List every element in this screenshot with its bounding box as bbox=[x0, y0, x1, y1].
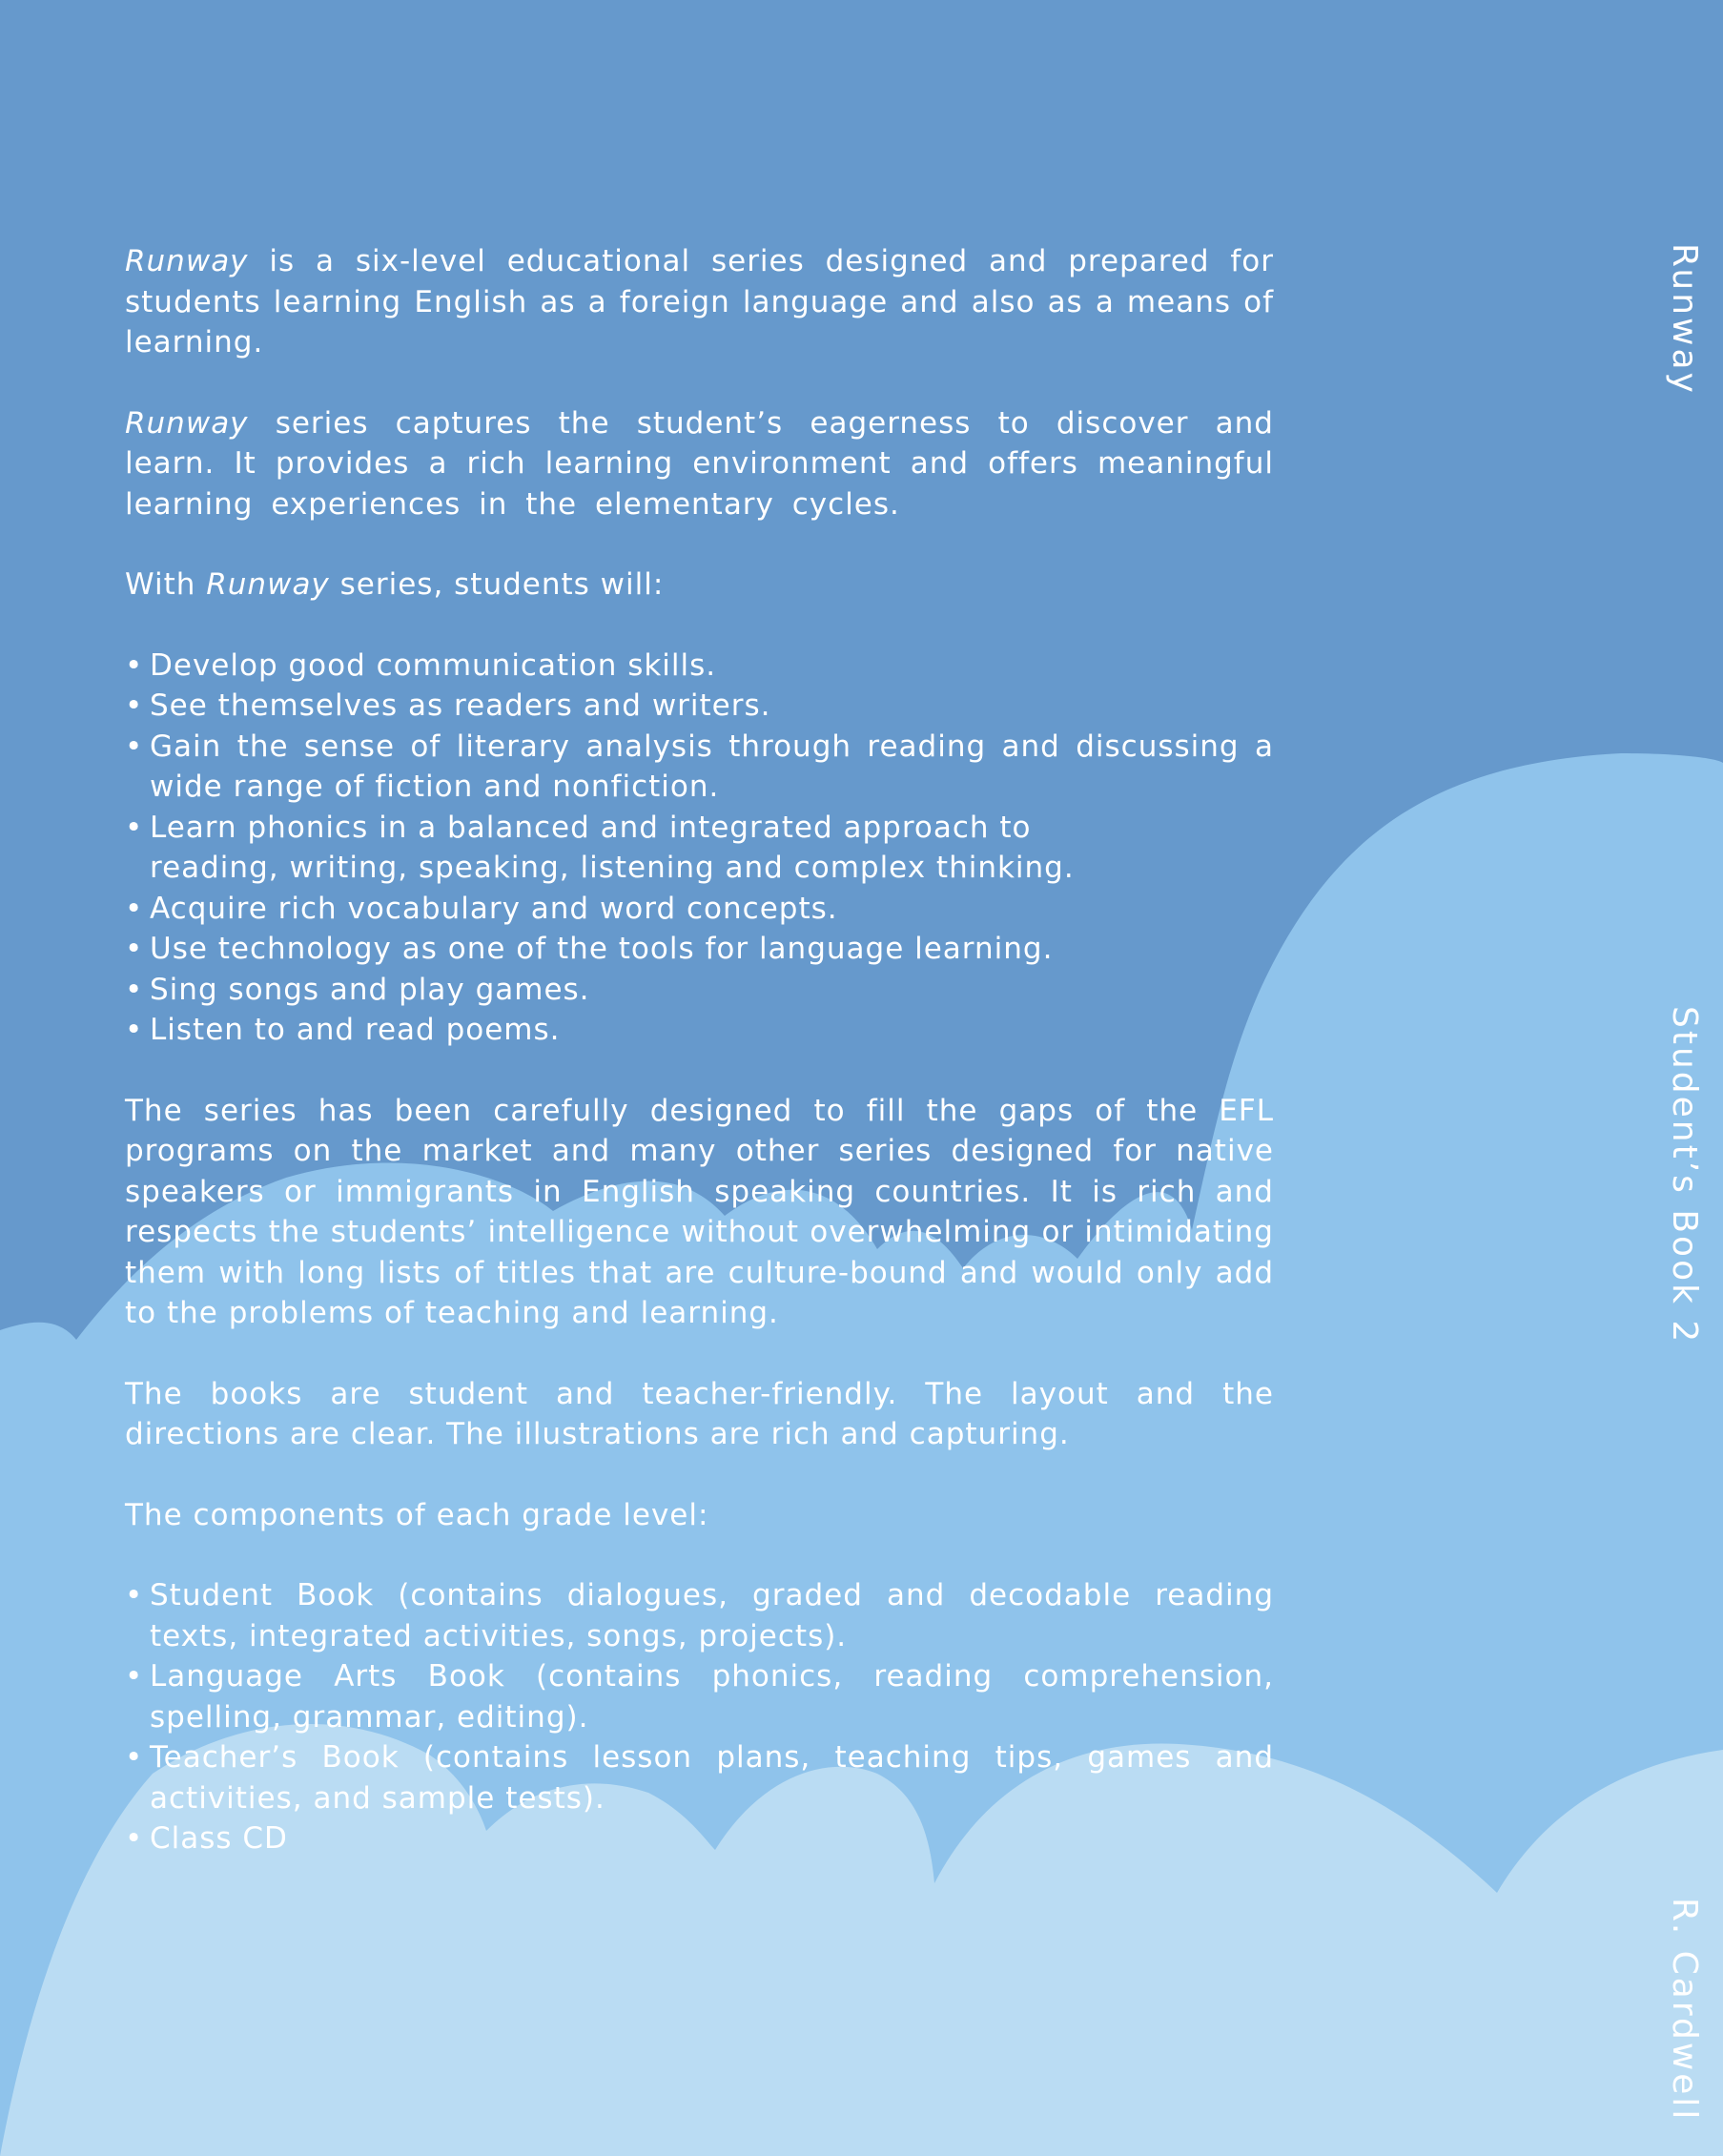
list-item: • Gain the sense of literary analysis through reading and discussing a wide range of fiction and nonfiction. bbox=[125, 727, 1274, 808]
outcomes-intro-suffix: series, students will: bbox=[329, 567, 665, 602]
series-name: Runway bbox=[206, 567, 330, 602]
components-list bbox=[125, 1575, 1274, 1859]
list-item: • Develop good communication skills. bbox=[125, 646, 1274, 687]
list-item: • Learn phonics in a balanced and integrated approach to reading, writing, speaking, listening and complex thinking. bbox=[125, 808, 1160, 889]
series-name: Runway bbox=[125, 405, 249, 441]
outcomes-intro-prefix: With bbox=[125, 567, 207, 602]
intro-paragraph bbox=[125, 241, 1274, 363]
list-item: • Teacher’s Book (contains lesson plans, teaching tips, games and activities, and sample tests). bbox=[125, 1737, 1274, 1818]
intro-text: is a six-level educational series designed and prepared for students learning English as a foreign language and also as a means of learning. bbox=[125, 244, 1274, 359]
spine-book-title: Student’s Book 2 bbox=[1665, 1006, 1704, 1345]
list-item: • Class CD bbox=[125, 1818, 1274, 1859]
eagerness-paragraph bbox=[125, 403, 1274, 525]
components-heading: The components of each grade level: bbox=[125, 1497, 709, 1532]
list-item: • Student Book (contains dialogues, graded and decodable reading texts, integrated activities, songs, projects). bbox=[125, 1575, 1274, 1656]
eagerness-text: series captures the student’s eagerness to discover and learn. It provides a rich learning environment and offers meaningful learning experiences in the elementary cycles. bbox=[125, 405, 1274, 522]
books-paragraph: The books are student and teacher-friendly. The layout and the directions are clear. The illustrations are rich and capturing. bbox=[125, 1376, 1274, 1451]
list-item: • Language Arts Book (contains phonics, reading comprehension, spelling, grammar, editing). bbox=[125, 1656, 1274, 1737]
design-paragraph: The series has been carefully designed to fill the gaps of the EFL programs on the market and many other series designed for native speakers or immigrants in English speaking countries. It is rich and respects the students’ intelligence without overwhelming or intimidating them with long lists of titles that are culture-bound and would only add to the problems of teaching and learning. bbox=[125, 1093, 1274, 1330]
series-name: Runway bbox=[125, 244, 249, 278]
spine-author: R. Cardwell bbox=[1665, 1898, 1704, 2123]
back-cover-description bbox=[125, 241, 1274, 1899]
list-item: • Sing songs and play games. bbox=[125, 970, 1274, 1011]
spine-series-title: Runway bbox=[1665, 243, 1704, 396]
list-item: • Listen to and read poems. bbox=[125, 1010, 1274, 1051]
list-item: • Acquire rich vocabulary and word concepts. bbox=[125, 889, 1274, 930]
list-item: • See themselves as readers and writers. bbox=[125, 686, 1274, 727]
list-item: • Use technology as one of the tools for language learning. bbox=[125, 929, 1274, 970]
outcomes-intro bbox=[125, 565, 1274, 606]
student-outcomes-list bbox=[125, 646, 1274, 1051]
